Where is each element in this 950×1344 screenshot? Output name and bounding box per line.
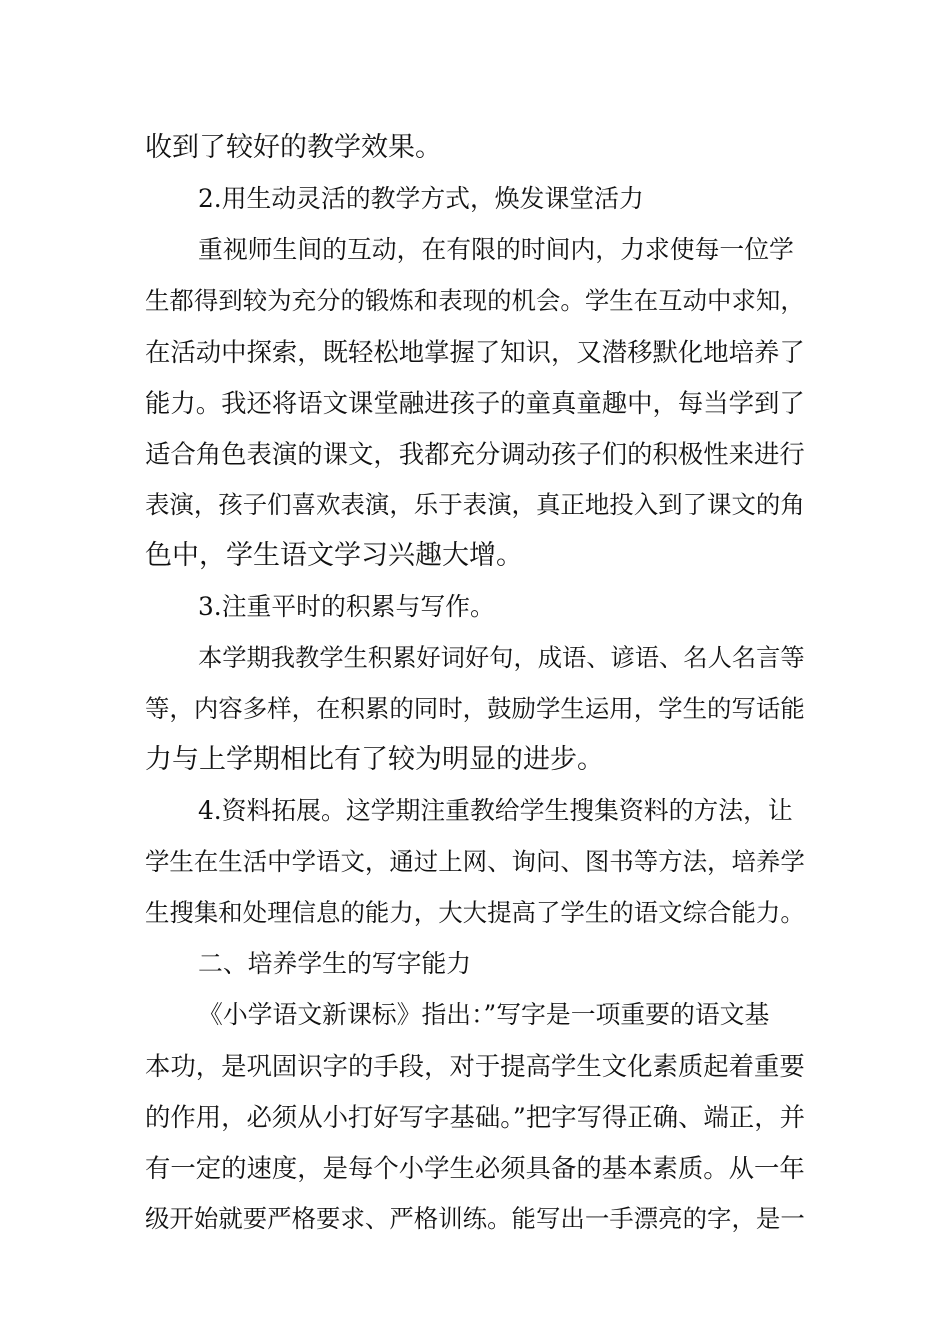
paragraph-line: 色中，学生语文学习兴趣大增。 [145,540,523,571]
paragraph-line: 级开始就要严格要求、严格训练。能写出一手漂亮的字，是一 [145,1204,805,1233]
paragraph-line: 有一定的速度，是每个小学生必须具备的基本素质。从一年 [145,1153,805,1183]
section-heading: 二、培养学生的写字能力 [198,949,472,978]
paragraph-line: 在活动中探索，既轻松地掌握了知识，又潜移默化地培养了 [145,337,805,367]
paragraph-line: 等，内容多样，在积累的同时，鼓励学生运用，学生的写话能 [145,694,805,723]
paragraph-line: 本学期我教学生积累好词好句，成语、谚语、名人名言等 [198,643,805,672]
paragraph-line: 《小学语文新课标》指出：”写字是一项重要的语文基 [198,1000,770,1029]
paragraph-line: 生都得到较为充分的锻炼和表现的机会。学生在互动中求知， [145,286,805,315]
section-heading: 3.注重平时的积累与写作。 [198,592,495,621]
paragraph-line: 学生在生活中学语文，通过上网、询问、图书等方法，培养学 [145,847,805,876]
paragraph-line: 4.资料拓展。这学期注重教给学生搜集资料的方法，让 [198,796,793,825]
paragraph-line: 的作用，必须从小打好写字基础。”把字写得正确、端正，并 [145,1102,806,1132]
paragraph-line: 重视师生间的互动，在有限的时间内，力求使每一位学 [198,235,794,264]
section-heading: 2.用生动灵活的教学方式，焕发课堂活力 [198,184,644,213]
paragraph-line: 力与上学期相比有了较为明显的进步。 [145,744,604,775]
paragraph-line: 能力。我还将语文课堂融进孩子的童真童趣中，每当学到了 [145,388,805,418]
paragraph-line: 表演，孩子们喜欢表演，乐于表演，真正地投入到了课文的角 [145,490,805,519]
paragraph-line: 适合角色表演的课文，我都充分调动孩子们的积极性来进行 [145,439,805,469]
text-line: 收到了较好的教学效果。 [145,132,442,163]
paragraph-line: 本功，是巩固识字的手段，对于提高学生文化素质起着重要 [145,1051,805,1081]
paragraph-line: 生搜集和处理信息的能力，大大提高了学生的语文综合能力。 [145,898,805,927]
